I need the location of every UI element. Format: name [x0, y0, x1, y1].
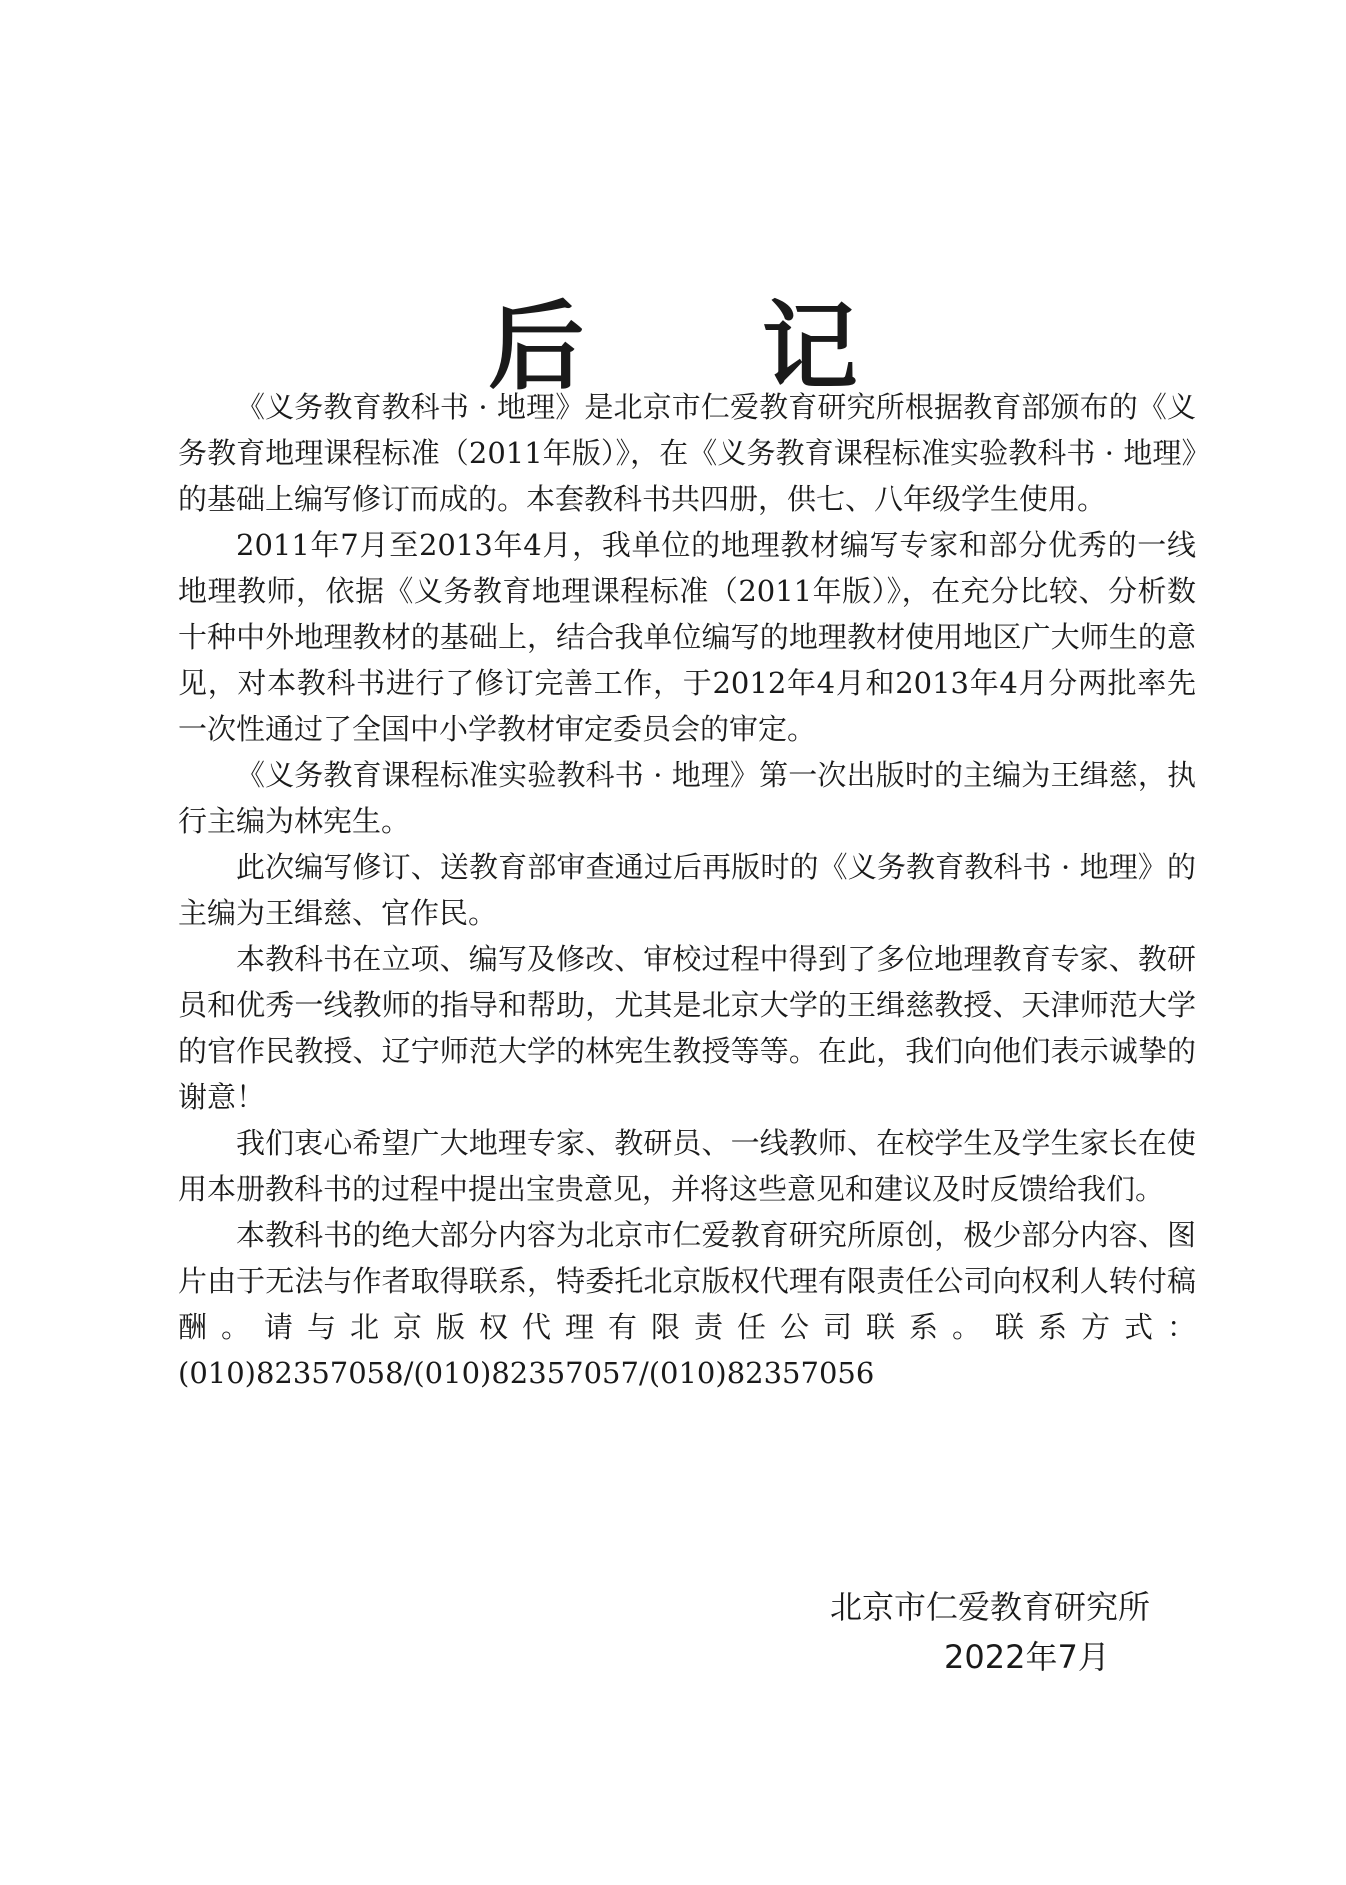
paragraph-first-edition-editors: 《义务教育课程标准实验教科书 · 地理》第一次出版时的主编为王缉慈，执行主编为林宪生。	[178, 758, 1196, 838]
page-title: 后 记	[488, 290, 930, 404]
paragraph-current-editors: 此次编写修订、送教育部审查通过后再版时的《义务教育教科书 · 地理》的主编为王缉慈、官作民。	[178, 850, 1196, 930]
paragraph-feedback-request: 我们衷心希望广大地理专家、教研员、一线教师、在校学生及学生家长在使用本册教科书的过程中提出宝贵意见，并将这些意见和建议及时反馈给我们。	[178, 1126, 1196, 1206]
paragraph-copyright-contact: 本教科书的绝大部分内容为北京市仁爱教育研究所原创，极少部分内容、图片由于无法与作者取得联系，特委托北京版权代理有限责任公司向权利人转付稿酬。请与北京版权代理有限责任公司联系。联系方式：(010)82357058/(010)82357057/(010)82357056	[178, 1218, 1196, 1390]
signature-block	[830, 1582, 1210, 1682]
paragraph-acknowledgements: 本教科书在立项、编写及修改、审校过程中得到了多位地理教育专家、教研员和优秀一线教师的指导和帮助，尤其是北京大学的王缉慈教授、天津师范大学的官作民教授、辽宁师范大学的林宪生教授等等。在此，我们向他们表示诚挚的谢意！	[178, 942, 1196, 1114]
paragraph-intro: 《义务教育教科书 · 地理》是北京市仁爱教育研究所根据教育部颁布的《义务教育地理课程标准（2011年版）》，在《义务教育课程标准实验教科书 · 地理》的基础上编写修订而成的。本套教科书共四册，供七、八年级学生使用。	[178, 390, 1196, 516]
signature-date: 2022年7月	[944, 1638, 1110, 1676]
signature-organization: 北京市仁爱教育研究所	[830, 1588, 1151, 1626]
paragraph-revision-history: 2011年7月至2013年4月，我单位的地理教材编写专家和部分优秀的一线地理教师，依据《义务教育地理课程标准（2011年版）》，在充分比较、分析数十种中外地理教材的基础上，结合我单位编写的地理教材使用地区广大师生的意见，对本教科书进行了修订完善工作，于2012年4月和2013年4月分两批率先一次性通过了全国中小学教材审定委员会的审定。	[178, 528, 1196, 746]
afterword-body	[178, 384, 1196, 1396]
